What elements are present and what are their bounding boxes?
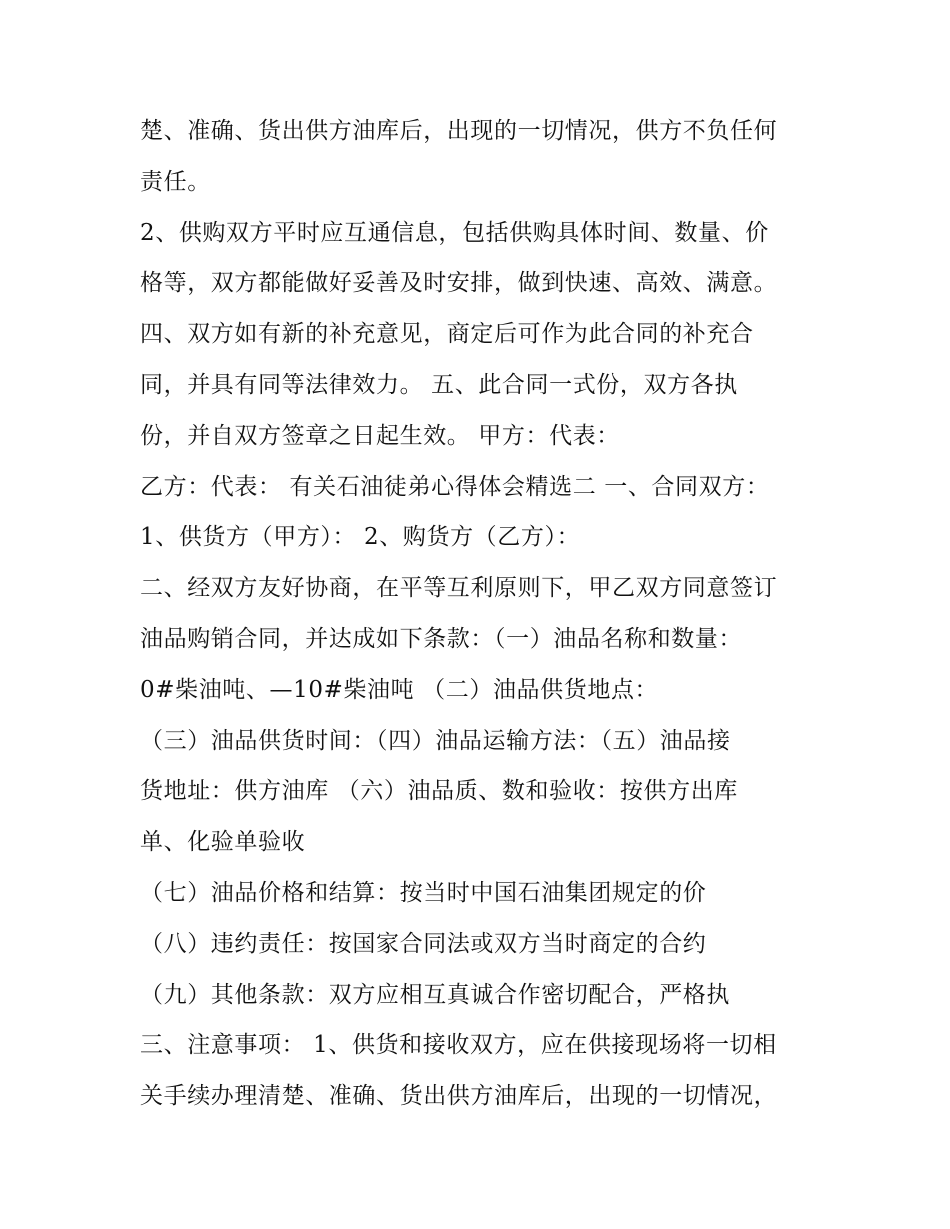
- text-line: 1、供货方（甲方）： 2、购货方（乙方）：: [140, 524, 581, 551]
- text-line: 油品购销合同，并达成如下条款：（一）油品名称和数量：: [140, 625, 743, 652]
- text-line: 货地址：供方油库 （六）油品质、数和验收：按供方出库: [140, 778, 738, 805]
- text-line: （八）违约责任：按国家合同法或双方当时商定的合约: [140, 930, 707, 957]
- text-line: 乙方：代表： 有关石油徒弟心得体会精选二 一、合同双方：: [140, 473, 770, 500]
- text-line: 关手续办理清楚、准确、货出供方油库后，出现的一切情况，: [140, 1083, 778, 1110]
- text-line: 格等，双方都能做好妥善及时安排，做到快速、高效、满意。: [140, 270, 778, 297]
- text-line: 二、经双方友好协商，在平等互利原则下，甲乙双方同意签订: [140, 575, 778, 602]
- text-line: 三、注意事项： 1、供货和接收双方，应在供接现场将一切相: [140, 1032, 777, 1059]
- text-line: 责任。: [140, 168, 211, 195]
- text-line: 单、化验单验收: [140, 829, 306, 856]
- text-line: （九）其他条款：双方应相互真诚合作密切配合，严格执: [140, 981, 730, 1008]
- text-line: 0#柴油吨、—10#柴油吨 （二）油品供货地点：: [140, 676, 659, 703]
- text-line: （三）油品供货时间：（四）油品运输方法：（五）油品接: [140, 727, 731, 754]
- document-body: [140, 106, 820, 1122]
- text-line: 同，并具有同等法律效力。 五、此合同一式份，双方各执: [140, 371, 738, 398]
- text-line: 2、供购双方平时应互通信息，包括供购具体时间、数量、价: [140, 219, 769, 246]
- text-line: 楚、准确、货出供方油库后，出现的一切情况，供方不负任何: [140, 118, 778, 144]
- text-line: 四、双方如有新的补充意见，商定后可作为此合同的补充合: [140, 321, 754, 348]
- text-line: （七）油品价格和结算：按当时中国石油集团规定的价: [140, 879, 707, 906]
- text-line: 份，并自双方签章之日起生效。 甲方：代表：: [140, 422, 620, 449]
